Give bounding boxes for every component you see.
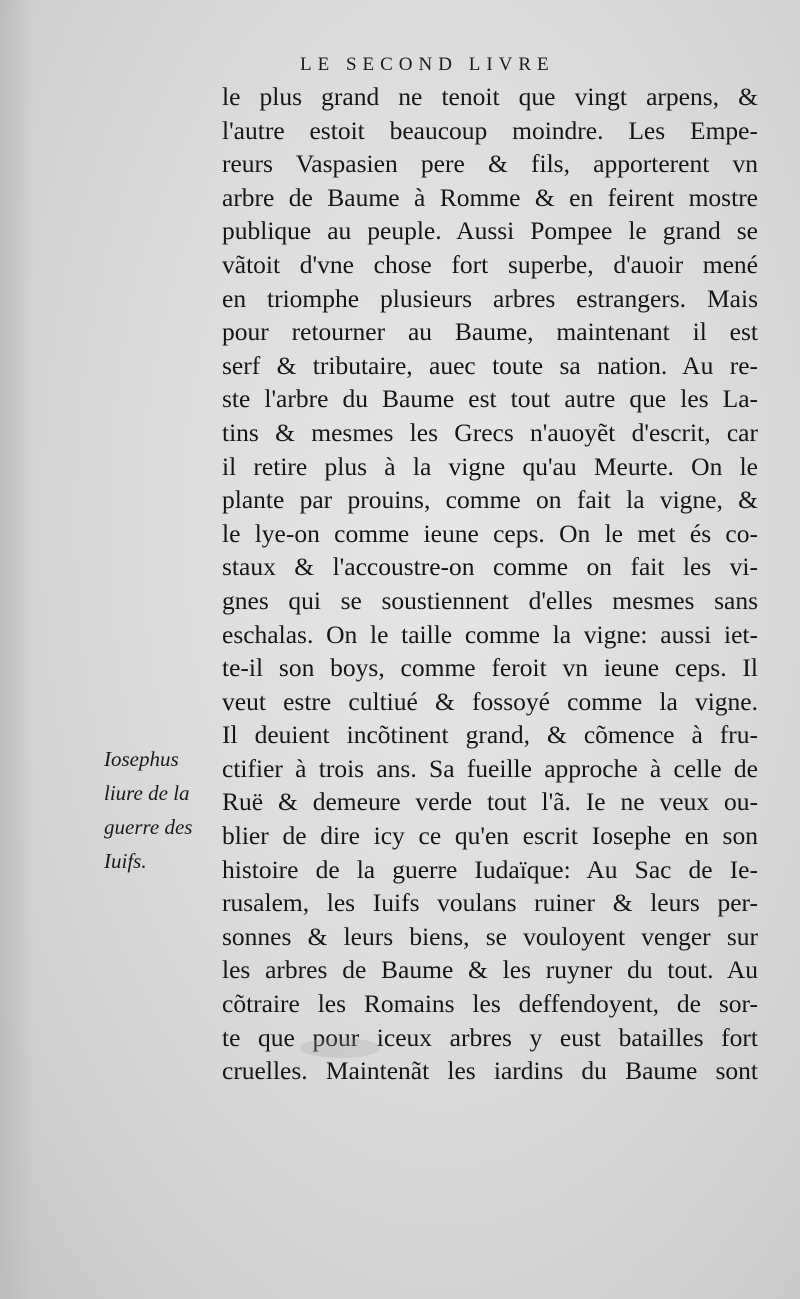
ink-smudge xyxy=(300,1038,380,1058)
text-line: Il deuient incõtinent grand, & cõmence à fru- xyxy=(222,720,758,750)
text-line: les arbres de Baume & les ruyner du tout. Au xyxy=(222,955,758,985)
text-line: cõtraire les Romains les deffendoyent, de sor- xyxy=(222,989,758,1019)
text-line: veut estre cultiué & fossoyé comme la vigne. xyxy=(222,686,758,716)
text-line: te que pour iceux arbres y eust batailles fort xyxy=(222,1022,758,1052)
margin-note-line: Iuifs. xyxy=(104,849,147,873)
text-line: serf & tributaire, auec toute sa nation. Au re- xyxy=(222,350,758,380)
margin-note-line: Iosephus xyxy=(104,747,179,771)
text-line: reurs Vaspasien pere & fils, apporterent vn xyxy=(222,149,758,179)
page-gutter-shadow xyxy=(0,0,34,1299)
text-line: plante par prouins, comme on fait la vigne, & xyxy=(222,485,758,515)
text-line: pour retourner au Baume, maintenant il est xyxy=(222,317,758,347)
text-line: te-il son boys, comme feroit vn ieune ceps. Il xyxy=(222,653,758,683)
margin-note-line: guerre des xyxy=(104,815,193,839)
text-line: ste l'arbre du Baume est tout autre que les La- xyxy=(222,384,758,414)
text-line: l'autre estoit beaucoup moindre. Les Empe- xyxy=(222,115,758,145)
text-line: cruelles. Maintenãt les iardins du Baume sont xyxy=(222,1056,758,1086)
margin-note xyxy=(104,742,220,878)
text-line: tins & mesmes les Grecs n'auoyẽt d'escrit, car xyxy=(222,417,758,447)
text-line: eschalas. On le taille comme la vigne: aussi iet- xyxy=(222,619,758,649)
text-line: le lye-on comme ieune ceps. On le met és co- xyxy=(222,518,758,548)
text-line: rusalem, les Iuifs voulans ruiner & leurs per- xyxy=(222,888,758,918)
text-line: le plus grand ne tenoit que vingt arpens, & xyxy=(222,82,758,111)
text-line: staux & l'accoustre-on comme on fait les vi- xyxy=(222,552,758,582)
margin-note-line: liure de la xyxy=(104,781,190,805)
text-line: il retire plus à la vigne qu'au Meurte. On le xyxy=(222,451,758,481)
body-text xyxy=(222,80,758,1088)
text-line: histoire de la guerre Iudaïque: Au Sac de Ie- xyxy=(222,854,758,884)
text-line: ctifier à trois ans. Sa fueille approche à celle de xyxy=(222,753,758,783)
text-line: Ruë & demeure verde tout l'ã. Ie ne veux ou- xyxy=(222,787,758,817)
text-line: publique au peuple. Aussi Pompee le grand se xyxy=(222,216,758,246)
text-line: gnes qui se soustiennent d'elles mesmes sans xyxy=(222,585,758,615)
running-head: LE SECOND LIVRE xyxy=(300,54,555,75)
text-line: arbre de Baume à Romme & en feirent mostre xyxy=(222,182,758,212)
text-line: vãtoit d'vne chose fort superbe, d'auoir mené xyxy=(222,249,758,279)
text-line: blier de dire icy ce qu'en escrit Iosephe en son xyxy=(222,821,758,851)
text-line: sonnes & leurs biens, se vouloyent venger sur xyxy=(222,921,758,951)
text-line: en triomphe plusieurs arbres estrangers. Mais xyxy=(222,283,758,313)
